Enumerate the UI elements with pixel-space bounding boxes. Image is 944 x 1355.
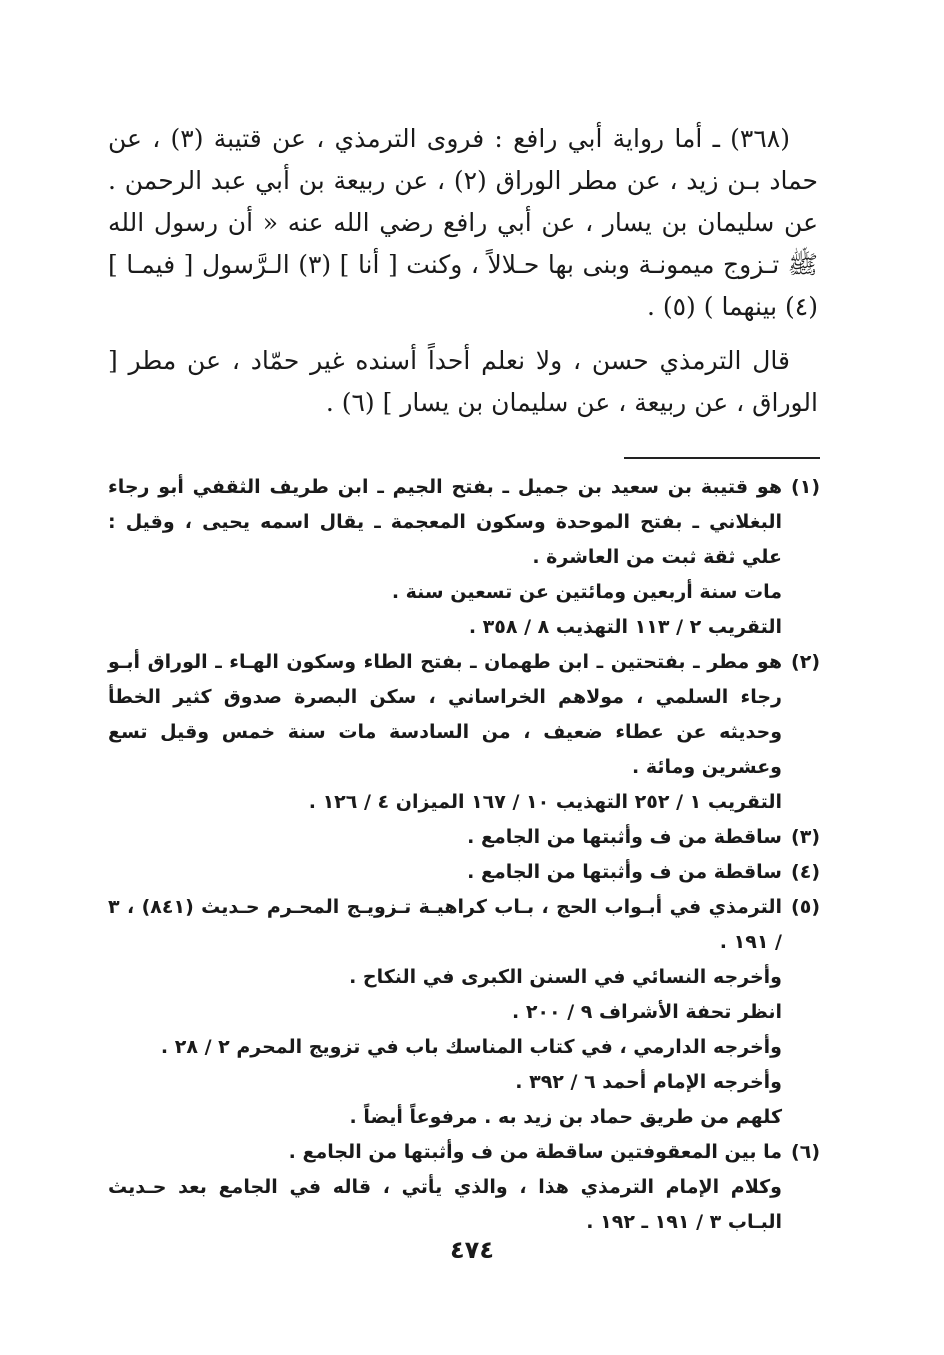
footnote-5 [108,890,820,1135]
footnote-6 [108,1135,820,1240]
footnote-line: التقريب ٢ / ١١٣ التهذيب ٨ / ٣٥٨ . [468,616,782,638]
main-text [108,118,818,424]
footnote-number: (٢) [791,651,820,673]
page-number: ٤٧٤ [450,1236,494,1264]
footnote-4 [108,855,820,890]
footnote-line: مات سنة أربعين ومائتين عن تسعين سنة . [391,581,782,603]
footnote-line: التقريب ١ / ٢٥٢ التهذيب ١٠ / ١٦٧ الميزان ٤ / ١٢٦ . [308,791,782,813]
footnote-line: ساقطة من ف وأثبتها من الجامع . [467,861,782,883]
tirmidhi-comment-paragraph: قال الترمذي حسن ، ولا نعلم أحداً أسنده غير حمّاد ، عن مطر [ الوراق ، عن ربيعة ، عن سليمان بن يسار ] (٦) . [108,346,818,417]
footnote-2 [108,645,820,820]
footnote-line: هو مطر ـ بفتحتين ـ ابن طهمان ـ بفتح الطاء وسكون الهـاء ـ الوراق أبـو رجاء السلمي ، مولاهم الخراساني ، سكن البصرة صدوق كثير الخطأ وحديثه عن عطاء ضعيف ، من السادسة مات سنة خمس وقيل تسع وعشرين ومائة . [108,651,782,778]
footnote-number: (١) [791,476,820,498]
footnote-number: (٣) [791,826,820,848]
footnote-line: هو قتيبة بن سعيد بن جميل ـ بفتح الجيم ـ ابن طريف الثقفي أبو رجاء البغلاني ـ بفتح الموحدة وسكون المعجمة ـ يقال اسمه يحيى ، وقيل : علي ثقة ثبت من العاشرة . [108,476,782,568]
footnote-line: وأخرجه النسائي في السنن الكبرى في النكاح . [349,966,782,988]
footnote-1 [108,470,820,645]
footnote-number: (٤) [791,861,820,883]
footnote-line: كلهم من طريق حماد بن زيد به . مرفوعاً أيضاً . [349,1106,782,1128]
footnote-separator [624,457,820,459]
footnote-line: وأخرجه الدارمي ، في كتاب المناسك باب في تزويج المحرم ٢ / ٢٨ . [160,1036,782,1058]
footnote-line: ما بين المعقوفتين ساقطة من ف وأثبتها من الجامع . [288,1141,782,1163]
footnote-line: الترمذي في أبـواب الحج ، بـاب كراهيـة تـزويـج المحـرم حـديث (٨٤١) ، ٣ / ١٩١ . [108,896,782,953]
footnote-number: (٦) [791,1141,820,1163]
footnote-line: وكلام الإمام الترمذي هذا ، والذي يأتي ، قاله في الجامع بعد حـديث البـاب ٣ / ١٩١ ـ ١٩٢ . [108,1176,782,1233]
footnote-number: (٥) [791,896,820,918]
hadith-paragraph: (٣٦٨) ـ أما رواية أبي رافع : فروى الترمذي ، عن قتيبة (٣) ، عن حماد بـن زيد ، عن مطر الوراق (٢) ، عن ربيعة بن أبي عبد الرحمن . عن سليمان بن يسار ، عن أبي رافع رضي الله عنه « أن رسول الله ﷺ تـزوج ميمونـة وبنى بها حـلالاً ، وكنت [ أنا ] (٣) الـرَّسول [ فيمـا ] (٤) بينهما ) (٥) . [108,124,818,321]
footnote-line: وأخرجه الإمام أحمد ٦ / ٣٩٢ . [515,1071,782,1093]
footnote-line: ساقطة من ف وأثبتها من الجامع . [467,826,782,848]
footnote-line: انظر تحفة الأشراف ٩ / ٢٠٠ . [511,1001,782,1023]
footnotes [108,470,820,1240]
footnote-3 [108,820,820,855]
